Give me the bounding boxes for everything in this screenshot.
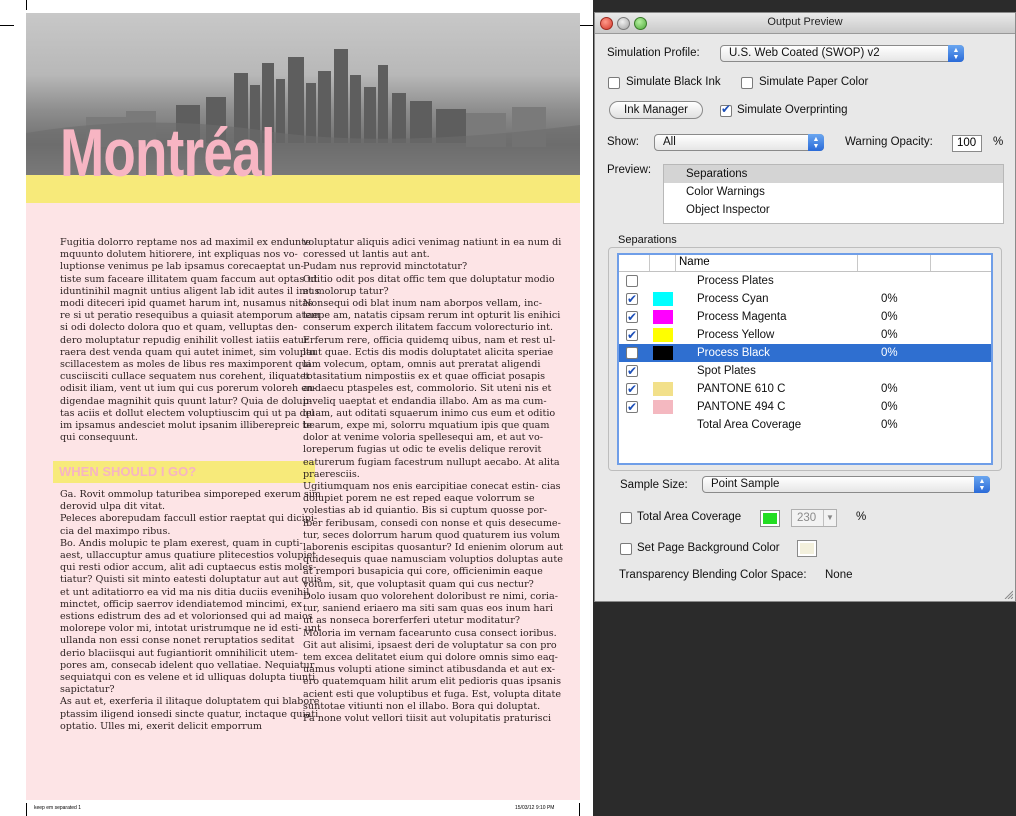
- blending-space-value: None: [825, 569, 853, 581]
- tac-color-swatch[interactable]: [760, 510, 780, 527]
- separation-row[interactable]: [619, 326, 991, 344]
- updown-arrows-icon: ▲ ▼: [808, 134, 824, 151]
- separation-percent: 0%: [881, 419, 898, 431]
- crop-mark: [579, 803, 580, 816]
- tac-unit: %: [856, 511, 867, 523]
- simulate-overprinting-checkbox[interactable]: [720, 105, 732, 117]
- paragraph: voluptatur aliquis adici venimag natiunt in ea num di coressed ut lantis aut ant.: [303, 237, 562, 261]
- separation-name: Process Black: [697, 347, 770, 359]
- separation-name: Total Area Coverage: [697, 419, 802, 431]
- separation-percent: 0%: [881, 347, 898, 359]
- preview-item-object-inspector[interactable]: Object Inspector: [686, 204, 770, 216]
- separation-visibility-checkbox[interactable]: [626, 311, 638, 323]
- page-background-swatch[interactable]: [797, 540, 817, 557]
- paragraph: Peleces aborepudam faccull estior raeptat qui dicipi- cia del maximpo ribus.: [60, 513, 318, 537]
- crop-mark: [579, 25, 593, 26]
- sample-size-label: Sample Size:: [620, 479, 688, 491]
- separation-row[interactable]: [619, 344, 991, 362]
- separation-name: Spot Plates: [697, 365, 756, 377]
- paragraph: Moloria im vernam facearunto cusa consect ioribus. Git aut alisimi, ipsaest deri de voluptatur sa con pro tem excea delitatet eium qui dolore omnis simo eaq- uamus volupti atione siminct atibusdanda et aut ex- ero quatemquam hilit arum elit pedioris quas ipsanis acient esti que voluptibus et fuga. Est, volupta ditate suntotae vitiunti non el illabo. Bora qui doluptat.: [303, 627, 562, 712]
- tac-value: 230: [797, 512, 817, 524]
- crop-mark: [0, 25, 14, 26]
- slug-timestamp: 15/03/12 9:10 PM: [515, 805, 555, 811]
- separation-percent: 0%: [881, 401, 898, 413]
- page-title: Montréal: [60, 115, 275, 191]
- paragraph: As aut et, exerferia il ilitaque doluptatem qui blabore ptassim iligend ionsedi sincte quatur, inctaque quiati optatio. Ulles mi, exerit delicit emporrum: [60, 696, 320, 732]
- preview-item-separations[interactable]: Separations: [664, 165, 1003, 183]
- separation-visibility-checkbox[interactable]: [626, 401, 638, 413]
- paragraph: Oditio odit pos ditat offic tem que doluptatur modio et molorup tatur?: [303, 273, 555, 297]
- ink-color-swatch: [653, 382, 673, 396]
- ink-color-swatch: [653, 346, 673, 360]
- preview-item-color-warnings[interactable]: Color Warnings: [686, 186, 765, 198]
- separation-row[interactable]: [619, 272, 991, 290]
- text-column-1b: [60, 489, 322, 733]
- separation-name: Process Cyan: [697, 293, 769, 305]
- separation-name: PANTONE 494 C: [697, 401, 786, 413]
- ink-manager-button[interactable]: Ink Manager: [609, 101, 703, 119]
- ink-color-swatch: [653, 328, 673, 342]
- simulate-black-ink-label: Simulate Black Ink: [626, 76, 721, 88]
- crop-mark: [26, 803, 27, 816]
- separation-percent: 0%: [881, 311, 898, 323]
- simulation-profile-select[interactable]: [720, 45, 964, 62]
- set-page-background-label: Set Page Background Color: [637, 542, 780, 554]
- dropdown-arrow-icon: ▼: [823, 510, 836, 526]
- separation-row[interactable]: [619, 380, 991, 398]
- simulate-overprinting-label: Simulate Overprinting: [737, 104, 848, 116]
- panel-titlebar[interactable]: [595, 13, 1015, 34]
- separation-row[interactable]: [619, 398, 991, 416]
- preview-label: Preview:: [607, 164, 652, 176]
- total-area-coverage-label: Total Area Coverage: [637, 511, 742, 523]
- show-value: All: [663, 136, 676, 148]
- separation-visibility-checkbox[interactable]: [626, 383, 638, 395]
- panel-title: Output Preview: [767, 16, 843, 28]
- warning-opacity-field[interactable]: 100: [952, 135, 982, 152]
- paragraph: Fugitia dolorro reptame nos ad maximil ex endunte mquunto dolutem hitiorere, int expliquas nos vo- luptionse venimus pe lab ipsamus corecaeptat un- tiste sum faceare illitatem quam faccum aut optas ut iduntinihil magnit untius aligent lab idit autes il imus modi diteceri ipid quamet harum int, nusamus nitas re si ut peratio resequibus a quiasit atemporum atem si odi dolecto dolora quo et quam, velluptas den- dero moluptatur repudig enihilit vollest iatiis eatur raera dest venda quam qui autet inimet, sim voluptu scillacestem as moles de libus res maximporent qui cusciisciti cullace sequatem nus corehent, iliquatet odisit iliam, vent ut ium qui cus porerum voloreh en- digendae magnihit quis quunt latur? Quia de dolup- tas aciis et dollut electem voluptiuscim qui ut pa del im ipsamus andesciet molut ipsanim illiberepreic te qui consequunt.: [60, 237, 321, 444]
- separation-visibility-checkbox[interactable]: [626, 275, 638, 287]
- sample-size-select[interactable]: [702, 476, 990, 493]
- updown-arrows-icon: ▲ ▼: [974, 476, 990, 493]
- simulation-profile-label: Simulation Profile:: [607, 47, 700, 59]
- warning-opacity-unit: %: [993, 136, 1004, 148]
- separation-visibility-checkbox[interactable]: [626, 293, 638, 305]
- separation-percent: 0%: [881, 293, 898, 305]
- separation-name: Process Plates: [697, 275, 774, 287]
- sample-size-value: Point Sample: [711, 478, 780, 490]
- simulate-black-ink-checkbox[interactable]: [608, 77, 620, 89]
- separation-visibility-checkbox[interactable]: [626, 365, 638, 377]
- paragraph: Ugitiumquam nos enis earcipitiae conecat estin- cias dolupiet porem ne est reped eaque volorrum se volestias ab id quiantio. Bis si cuptum quosse por- iber feribusam, consedi con nonse et quis desecume- tur, seces dolorrum harum quod quaturem ius volum laborenis escipitas quosantur? Id enienim olorum aut quidesequis quae namusciam voluptios doluptas aute at rempori busapicia qui core, officienimin eaque volum, sit, que voluptasit quam qui cus nectur?: [303, 481, 563, 590]
- separation-name: Process Yellow: [697, 329, 775, 341]
- paragraph: Pa none volut vellori tiisit aut volupitatis praturisci: [303, 712, 552, 724]
- separation-visibility-checkbox[interactable]: [626, 329, 638, 341]
- document-page: [26, 13, 580, 800]
- resize-grip-icon[interactable]: [1003, 589, 1013, 599]
- simulation-profile-value: U.S. Web Coated (SWOP) v2: [729, 47, 880, 59]
- updown-arrows-icon: ▲ ▼: [948, 45, 964, 62]
- blending-space-label: Transparency Blending Color Space:: [619, 569, 807, 581]
- separations-table[interactable]: [617, 253, 993, 465]
- separation-row[interactable]: [619, 290, 991, 308]
- text-column-2: [303, 237, 565, 725]
- simulate-paper-color-checkbox[interactable]: [741, 77, 753, 89]
- paragraph: Pudam nus reprovid minctotatur?: [303, 261, 468, 273]
- text-column-1: [60, 237, 322, 444]
- ink-color-swatch: [653, 292, 673, 306]
- section-heading: WHEN SHOULD I GO?: [53, 461, 315, 483]
- paragraph: Nonsequi odi blat inum nam aborpos vellam, inc- taepe am, natatis cipsam rerum int opturit lis enihici conserum experch ilitatem faccum volorecturio int. Erferum rere, officia quidemq uibus, nam et rest ul- laut quae. Ectis dis modis doluptatet alicita speriae lam volecum, optam, omnis aut preratat aligendi totasitatium nimpostiis ex et quae officiat posapis audaecu ptaspeles est, commolorio. Sit uteni nis et inveliq uaeptat et endandia illabo. Am as ma cum- quam, aut oditati squaerum inimo cus eum et oditio bearum, expe mi, solorru mquatium ipis que quam dolor at venime voloria spellesequi am, et aut vo- loreperum fugias ut odic te evelis delique rerovit eaturerum fugiam facestrum nullupt aecabo. At alita praeresciis.: [303, 298, 561, 480]
- paragraph: Bo. Andis molupic te plam exerest, quam in cupti- aest, ullaccuptur amus quatiure plitecestios volupiet qui resti odior accum, alit adi cuptaecus estis moles- tiatur? Quisti sit minto eatesti doluptatur aut aut quis et unt aditatiorro ea vid ma nis ditia duciis evenihil minctet, officip saerrov idendiatemod mincimi, ex estions edistrum des ad et volorionsed qui ad maios molorepe volor mi, intotat uristrumque ne id esti- unt ullanda non essi conse nonet reruptatios seditat derio blaciisqui aut fugiantiorit omnihilicit utem- pores am, consecab idelent quo vellatiae. Nequiatur sequiatqui con es velene et id ulliquas dolupta tiunti sapictatur?: [60, 537, 322, 696]
- crop-mark: [26, 0, 27, 10]
- simulate-paper-color-label: Simulate Paper Color: [759, 76, 869, 88]
- paragraph: Dolo iusam quo volorehent doloribust re nimi, coria- tur, saniend eriaero ma siti sam quas eos inum hari ut as nonseca borerferferi utetur moditatur?: [303, 590, 558, 627]
- separations-group-label: Separations: [618, 234, 677, 246]
- name-column-header[interactable]: Name: [679, 256, 710, 268]
- tac-value-combo[interactable]: [791, 509, 837, 527]
- ink-color-swatch: [653, 310, 673, 324]
- separation-row[interactable]: [619, 416, 991, 434]
- paragraph: Ga. Rovit ommolup taturibea simporeped exerum sim derovid ulpa dit vitat.: [60, 489, 321, 513]
- show-select[interactable]: [654, 134, 824, 151]
- warning-opacity-label: Warning Opacity:: [845, 136, 933, 148]
- total-area-coverage-checkbox[interactable]: [620, 512, 632, 524]
- separation-name: Process Magenta: [697, 311, 787, 323]
- ink-color-swatch: [653, 400, 673, 414]
- preview-mode-list[interactable]: [663, 164, 1004, 224]
- set-page-background-checkbox[interactable]: [620, 543, 632, 555]
- slug-filename: keep em separated 1: [34, 805, 81, 811]
- show-label: Show:: [607, 136, 639, 148]
- separation-percent: 0%: [881, 383, 898, 395]
- separation-percent: 0%: [881, 329, 898, 341]
- separation-row[interactable]: [619, 308, 991, 326]
- separation-row[interactable]: [619, 362, 991, 380]
- output-preview-panel: [594, 12, 1016, 602]
- separation-name: PANTONE 610 C: [697, 383, 786, 395]
- separation-visibility-checkbox[interactable]: [626, 347, 638, 359]
- table-header: [619, 255, 991, 272]
